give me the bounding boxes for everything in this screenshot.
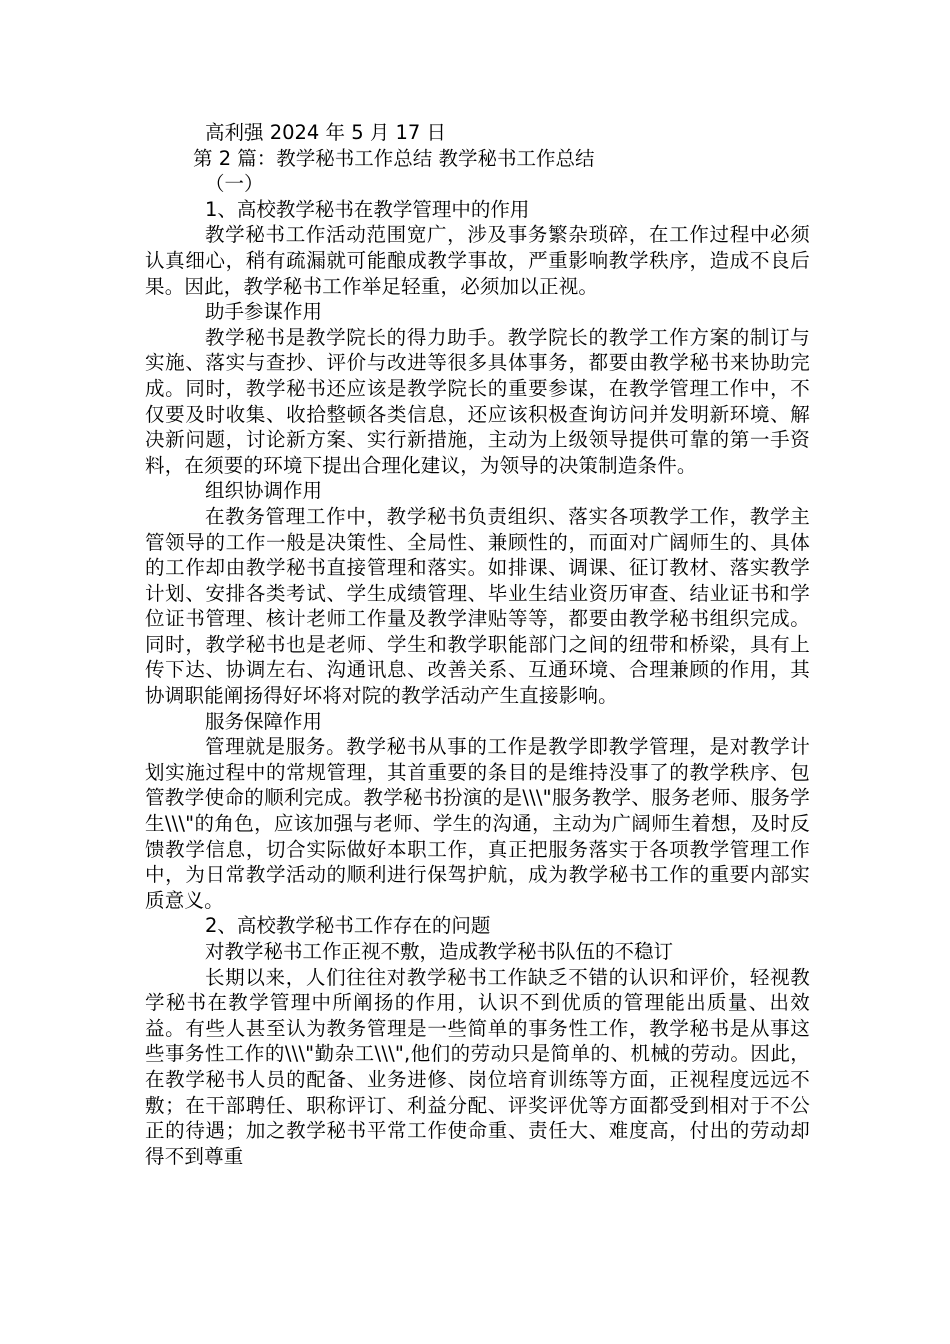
- subheading-coordination-role: 组织协调作用: [205, 479, 323, 503]
- section-heading-2: 2、高校教学秘书工作存在的问题: [205, 914, 491, 938]
- subheading-insufficient-attention: 对教学秘书工作正视不敷，造成教学秘书队伍的不稳订: [205, 940, 674, 963]
- section1-intro-paragraph: 教学秘书工作活动范围宽广，涉及事务繁杂琐碎，在工作过程中必须认真细心，稍有疏漏就可能酿成教学事故，严重影响教学秩序，造成不良后果。因此，教学秘书工作举足轻重，必须加以正视。: [145, 223, 810, 298]
- section-heading-1: 1、高校教学秘书在教学管理中的作用: [205, 197, 530, 221]
- coordination-role-paragraph: 在教务管理工作中，教学秘书负责组织、落实各项教学工作，教学主管领导的工作一般是决策性、全局性、兼顾性的，而面对广阔师生的、具体的工作却由教学秘书直接管理和落实。如排课、调课、征订教材、落实教学计划、安排各类考试、学生成绩管理、毕业生结业资历审查、结业证书和学位证书管理、核计老师工作量及教学津贴等等，都要由教学秘书组织完成。同时，教学秘书也是老师、学生和教学职能部门之间的纽带和桥梁，具有上传下达、协调左右、沟通讯息、改善关系、互通环境、合理兼顾的作用，其协调职能阐扬得好坏将对院的教学活动产生直接影响。: [145, 504, 810, 708]
- document-body: [145, 120, 810, 1169]
- part-label: （一）: [205, 172, 264, 196]
- service-role-paragraph: 管理就是服务。教学秘书从事的工作是教学即教学管理，是对教学计划实施过程中的常规管理，其首重要的条目的是维持没事了的教学秩序、包管教学使命的顺利完成。教学秘书扮演的是\\\"服务教学、服务老师、服务学生\\\"的角色，应该加强与老师、学生的沟通，主动为广阔师生着想，及时反馈教学信息，切合实际做好本职工作，真正把服务落实于各项教学管理工作中，为日常教学活动的顺利进行保驾护航，成为教学秘书工作的重要内部实质意义。: [145, 735, 810, 912]
- subheading-service-role: 服务保障作用: [205, 709, 323, 733]
- signature-line: 高利强 2024 年 5 月 17 日: [205, 121, 447, 144]
- insufficient-attention-paragraph: 长期以来，人们往往对教学秘书工作缺乏不错的认识和评价，轻视教学秘书在教学管理中所阐扬的作用，认识不到优质的管理能出质量、出效益。有些人甚至认为教务管理是一些简单的事务性工作，教学秘书是从事这些事务性工作的\\\"勤杂工\\\",他们的劳动只是简单的、机械的劳动。因此，在教学秘书人员的配备、业务进修、岗位培育训练等方面，正视程度远远不敷；在干部聘任、职称评订、利益分配、评奖评优等方面都受到相对于不公正的待遇；加之教学秘书平常工作使命重、责任大、难度高，付出的劳动却得不到尊重: [145, 965, 810, 1168]
- assistant-role-paragraph: 教学秘书是教学院长的得力助手。教学院长的教学工作方案的制订与实施、落实与查抄、评价与改进等很多具体事务，都要由教学秘书来协助完成。同时，教学秘书还应该是教学院长的重要参谋，在教学管理工作中，不仅要及时收集、收拾整顿各类信息，还应该积极查询访问并发明新环境、解决新问题，讨论新方案、实行新措施，主动为上级领导提供可靠的第一手资料，在须要的环境下提出合理化建议，为领导的决策制造条件。: [145, 325, 810, 477]
- subheading-assistant-role: 助手参谋作用: [205, 300, 323, 324]
- article-title: 第 2 篇：教学秘书工作总结 教学秘书工作总结: [193, 146, 595, 170]
